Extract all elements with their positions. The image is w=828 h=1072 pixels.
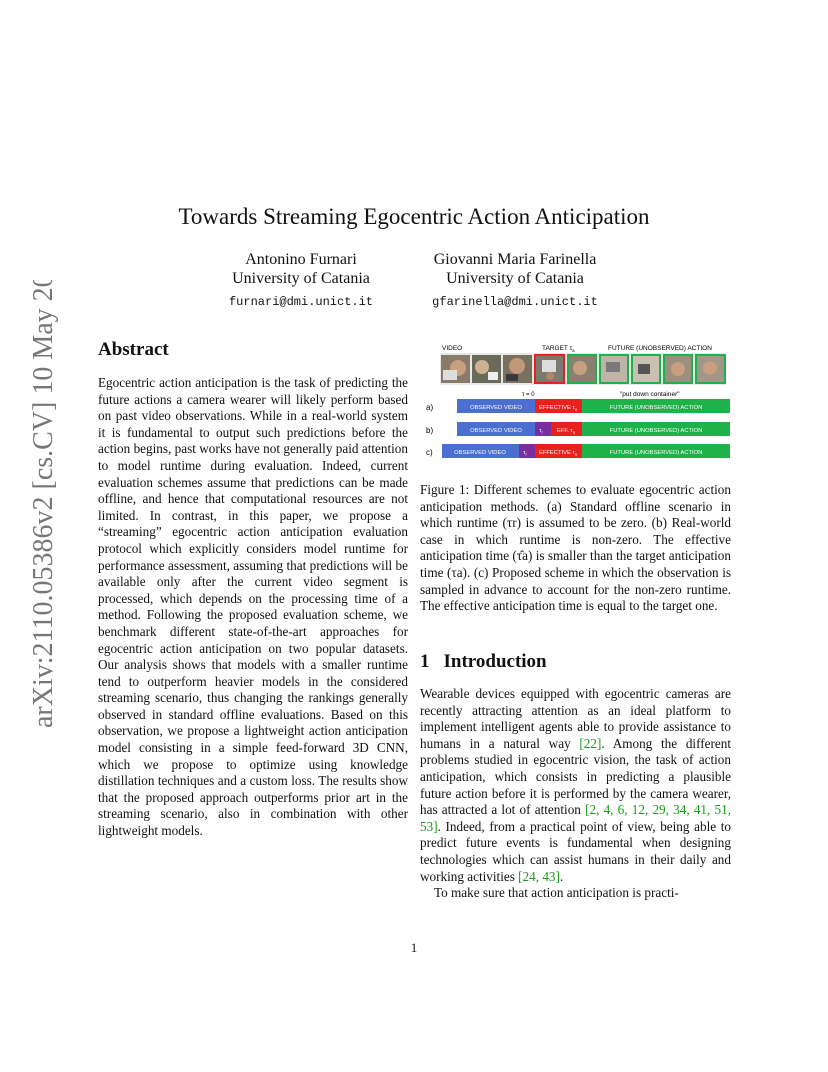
svg-text:τr: $\tau_r$ bbox=[523, 450, 527, 457]
abstract-heading: Abstract bbox=[98, 339, 169, 360]
svg-text:FUTURE (UNOBSERVED) ACTION: FUTURE (UNOBSERVED) ACTION bbox=[609, 405, 703, 411]
author-name: Antonino Furnari bbox=[245, 251, 357, 268]
svg-text:OBSERVED VIDEO: OBSERVED VIDEO bbox=[470, 428, 522, 434]
video-frame-strip bbox=[440, 353, 726, 385]
svg-text:FUTURE (UNOBSERVED) ACTION: FUTURE (UNOBSERVED) ACTION bbox=[609, 428, 703, 434]
author-affiliation: University of Catania bbox=[232, 270, 370, 287]
figure-caption: Figure 1: Different schemes to evaluate egocentric action anticipation methods. (a) Standard offline scenario in which runtime (τr) is assumed to be zero. (b) Real-world case in which runtime is non-zero. The effective anticipation time (τ̂a) is smaller than the target anticipation time (τa). (c) Proposed scheme in which the observation is sampled in advance to account for the non-zero runtime. The effective anticipation time is equal to the target one. bbox=[420, 482, 731, 614]
arxiv-id-text: arXiv:2110.05386v2 [cs.CV] 10 May 2022 bbox=[28, 280, 59, 728]
intro-body bbox=[420, 686, 731, 902]
video-frame bbox=[503, 355, 532, 383]
figure-target-label: TARGET $\tau_a$ bbox=[542, 345, 575, 353]
svg-text:EFFECTIVE τa: EFFECTIVE $\tau_a$ bbox=[538, 405, 578, 412]
arxiv-stamp bbox=[25, 280, 61, 730]
action-label: "put down container" bbox=[620, 391, 680, 398]
video-frame bbox=[472, 355, 501, 383]
author-block bbox=[405, 250, 625, 312]
section-heading bbox=[420, 651, 547, 673]
citation-link[interactable]: [2, 4, 6, 12, 29, 34, 41, 51, 53] bbox=[420, 802, 731, 834]
row-label: b) bbox=[426, 426, 434, 435]
runtime-segment bbox=[535, 422, 551, 436]
section-number: 1 bbox=[420, 651, 430, 672]
paper-title: Towards Streaming Egocentric Action Anticipation bbox=[178, 204, 650, 229]
figure-video-label: VIDEO bbox=[442, 345, 463, 352]
video-frame bbox=[534, 354, 565, 384]
video-frame bbox=[441, 355, 470, 383]
author-email[interactable]: furnari@dmi.unict.it bbox=[228, 295, 374, 309]
citation-link[interactable]: [22] bbox=[579, 735, 602, 751]
tau-zero-label: τ = 0 bbox=[522, 392, 535, 398]
row-label: a) bbox=[426, 403, 434, 412]
video-frame bbox=[695, 354, 726, 384]
svg-text:EFF. τa: EFF. $\tau_a$ bbox=[556, 428, 576, 435]
row-label: c) bbox=[426, 448, 433, 457]
scheme-row-c bbox=[426, 444, 730, 458]
abstract-text: Egocentric action anticipation is the task of predicting the future actions a camera wearer will likely perform based on past video observations. While in a real-world system it is fundamental to output such predictions before the action begins, past works have not generally paid attention to model runtime during evaluation. Indeed, current evaluation schemes assume that predictions can be made offline, and hence that computational resources are not limited. In contrast, in this paper, we propose a “streaming” egocentric action anticipation evaluation protocol which explicitly considers model runtime for performance assessment, assuming that predictions will be available only after the current video segment is processed, which depends on the processing time of a method. Following the proposed evaluation scheme, we benchmark different state-of-the-art approaches for egocentric action anticipation on two popular datasets. Our analysis shows that models with a smaller runtime tend to outperform heavier models in the considered streaming scenario, thus changing the rankings generally observed in standard offline evaluations. Based on this observation, we propose a lightweight action anticipation model consisting in a simple feed-forward 3D CNN, which we propose to optimize using knowledge distillation techniques and a custom loss. The results show that the proposed approach outperforms prior art in the streaming scenario, also in combination with other lightweight models. bbox=[98, 375, 408, 839]
section-title: Introduction bbox=[443, 651, 547, 672]
figure-1 bbox=[420, 340, 732, 465]
author-affiliation: University of Catania bbox=[446, 270, 584, 287]
svg-text:τr: $\tau_r$ bbox=[539, 428, 543, 435]
author-name: Giovanni Maria Farinella bbox=[433, 251, 597, 268]
paragraph: Wearable devices equipped with egocentric cameras are recently attracting attention as an ideal platform to implement intelligent agents able to provide assistance to humans in a natural way [22]. Among the different problems studied in egocentric vision, the task of action anticipation, which consists in predicting a plausible future action before it is performed by the camera wearer, has attracted a lot of attention [2, 4, 6, 12, 29, 34, 41, 51, 53]. Indeed, from a practical point of view, being able to predict future events is fundamental when designing technologies which can assist humans in their daily and working activities [24, 43]. bbox=[420, 686, 731, 884]
video-frame bbox=[663, 354, 693, 384]
figure-future-label: FUTURE (UNOBSERVED) ACTION bbox=[608, 345, 712, 352]
video-frame bbox=[631, 354, 661, 384]
runtime-segment bbox=[519, 444, 535, 458]
svg-text:OBSERVED VIDEO: OBSERVED VIDEO bbox=[454, 450, 506, 456]
video-frame bbox=[599, 354, 629, 384]
author-block bbox=[206, 250, 396, 312]
paragraph: To make sure that action anticipation is practi- bbox=[434, 885, 679, 901]
page-number: 1 bbox=[410, 940, 418, 955]
scheme-row-b bbox=[426, 422, 730, 436]
svg-text:EFFECTIVE τa: EFFECTIVE $\tau_a$ bbox=[538, 450, 578, 457]
scheme-row-a bbox=[426, 399, 730, 413]
video-frame bbox=[567, 354, 597, 384]
citation-link[interactable]: [24, 43] bbox=[518, 868, 560, 884]
svg-text:OBSERVED VIDEO: OBSERVED VIDEO bbox=[470, 405, 522, 411]
author-email[interactable]: gfarinella@dmi.unict.it bbox=[432, 295, 598, 309]
svg-text:FUTURE (UNOBSERVED) ACTION: FUTURE (UNOBSERVED) ACTION bbox=[609, 450, 703, 456]
